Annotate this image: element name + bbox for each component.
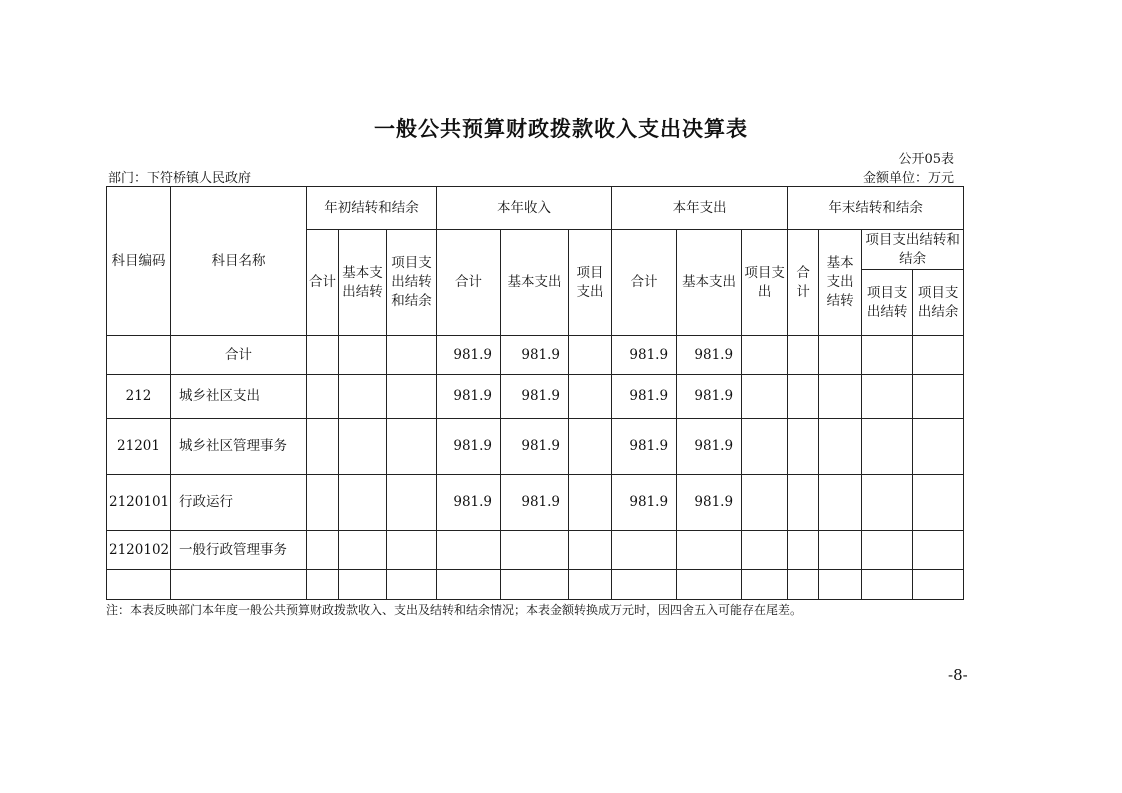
cell-exp-total: 981.9 <box>612 375 677 419</box>
cell-end-basic <box>819 375 862 419</box>
table-row <box>107 531 964 570</box>
budget-table <box>106 186 964 600</box>
cell-end-basic <box>819 570 862 600</box>
cell-end-proj-surplus <box>913 570 964 600</box>
header-end-basic: 基本支出结转 <box>819 230 862 336</box>
header-end-project-carry: 项目支出结转 <box>862 270 913 336</box>
header-end-project-surplus: 项目支出结余 <box>913 270 964 336</box>
cell-begin-total <box>307 419 339 475</box>
cell-inc-project <box>569 419 612 475</box>
cell-inc-project <box>569 375 612 419</box>
cell-inc-basic: 981.9 <box>501 419 569 475</box>
cell-begin-basic <box>339 336 387 375</box>
table-row <box>107 336 964 375</box>
cell-exp-basic <box>677 531 742 570</box>
cell-exp-project <box>742 570 788 600</box>
cell-begin-total <box>307 475 339 531</box>
header-end-total: 合计 <box>788 230 819 336</box>
table-row <box>107 419 964 475</box>
cell-inc-total: 981.9 <box>437 336 501 375</box>
cell-exp-basic: 981.9 <box>677 375 742 419</box>
cell-end-proj-carry <box>862 475 913 531</box>
cell-name: 一般行政管理事务 <box>171 531 307 570</box>
header-begin-total: 合计 <box>307 230 339 336</box>
cell-begin-total <box>307 336 339 375</box>
cell-exp-project <box>742 419 788 475</box>
cell-exp-basic <box>677 570 742 600</box>
cell-name: 城乡社区管理事务 <box>171 419 307 475</box>
cell-end-proj-carry <box>862 375 913 419</box>
cell-end-proj-carry <box>862 336 913 375</box>
page-number: -8- <box>948 666 968 684</box>
cell-code <box>107 336 171 375</box>
cell-begin-total <box>307 531 339 570</box>
cell-end-proj-surplus <box>913 531 964 570</box>
cell-exp-basic: 981.9 <box>677 475 742 531</box>
cell-inc-basic: 981.9 <box>501 336 569 375</box>
cell-end-basic <box>819 531 862 570</box>
cell-inc-total: 981.9 <box>437 475 501 531</box>
cell-end-proj-carry <box>862 419 913 475</box>
cell-code: 21201 <box>107 419 171 475</box>
cell-inc-basic: 981.9 <box>501 475 569 531</box>
header-end-project-group: 项目支出结转和结余 <box>862 230 964 270</box>
page-title: 一般公共预算财政拨款收入支出决算表 <box>374 116 748 141</box>
cell-end-proj-carry <box>862 570 913 600</box>
cell-begin-project <box>387 336 437 375</box>
cell-exp-total: 981.9 <box>612 336 677 375</box>
cell-name: 行政运行 <box>171 475 307 531</box>
header-expense-group: 本年支出 <box>612 187 788 230</box>
header-income-basic: 基本支出 <box>501 230 569 336</box>
cell-exp-basic: 981.9 <box>677 419 742 475</box>
cell-inc-project <box>569 475 612 531</box>
footnote: 注：本表反映部门本年度一般公共预算财政拨款收入、支出及结转和结余情况；本表金额转换成万元时，因四舍五入可能存在尾差。 <box>106 603 803 617</box>
cell-exp-project <box>742 475 788 531</box>
cell-inc-project <box>569 531 612 570</box>
header-income-total: 合计 <box>437 230 501 336</box>
cell-begin-project <box>387 375 437 419</box>
header-name: 科目名称 <box>171 187 307 336</box>
cell-begin-total <box>307 375 339 419</box>
table-row <box>107 475 964 531</box>
header-income-group: 本年收入 <box>437 187 612 230</box>
header-code: 科目编码 <box>107 187 171 336</box>
cell-end-total <box>788 336 819 375</box>
cell-name: 合计 <box>171 336 307 375</box>
cell-name: 城乡社区支出 <box>171 375 307 419</box>
header-income-project: 项目支出 <box>569 230 612 336</box>
unit-label: 金额单位：万元 <box>862 171 954 186</box>
cell-end-total <box>788 475 819 531</box>
cell-begin-basic <box>339 475 387 531</box>
cell-code: 212 <box>107 375 171 419</box>
cell-inc-project <box>569 570 612 600</box>
cell-code <box>107 570 171 600</box>
header-expense-project: 项目支出 <box>742 230 788 336</box>
cell-inc-project <box>569 336 612 375</box>
cell-begin-project <box>387 531 437 570</box>
cell-begin-total <box>307 570 339 600</box>
cell-exp-basic: 981.9 <box>677 336 742 375</box>
cell-exp-project <box>742 336 788 375</box>
cell-end-basic <box>819 475 862 531</box>
cell-inc-basic <box>501 531 569 570</box>
cell-inc-total <box>437 531 501 570</box>
cell-inc-basic <box>501 570 569 600</box>
cell-begin-project <box>387 419 437 475</box>
form-number: 公开05表 <box>898 152 954 167</box>
cell-end-proj-surplus <box>913 375 964 419</box>
cell-code: 2120101 <box>107 475 171 531</box>
cell-end-total <box>788 531 819 570</box>
cell-exp-total <box>612 570 677 600</box>
cell-end-proj-surplus <box>913 475 964 531</box>
cell-begin-project <box>387 475 437 531</box>
cell-end-proj-carry <box>862 531 913 570</box>
cell-inc-total: 981.9 <box>437 419 501 475</box>
cell-end-total <box>788 570 819 600</box>
cell-inc-total: 981.9 <box>437 375 501 419</box>
header-begin-project: 项目支出结转和结余 <box>387 230 437 336</box>
header-begin-group: 年初结转和结余 <box>307 187 437 230</box>
header-expense-total: 合计 <box>612 230 677 336</box>
cell-begin-basic <box>339 531 387 570</box>
cell-exp-project <box>742 375 788 419</box>
cell-begin-basic <box>339 570 387 600</box>
cell-begin-project <box>387 570 437 600</box>
cell-begin-basic <box>339 419 387 475</box>
cell-inc-total <box>437 570 501 600</box>
cell-name <box>171 570 307 600</box>
cell-exp-total: 981.9 <box>612 475 677 531</box>
cell-end-basic <box>819 336 862 375</box>
table-row <box>107 570 964 600</box>
cell-end-basic <box>819 419 862 475</box>
cell-inc-basic: 981.9 <box>501 375 569 419</box>
cell-end-proj-surplus <box>913 419 964 475</box>
cell-end-proj-surplus <box>913 336 964 375</box>
cell-end-total <box>788 419 819 475</box>
cell-exp-project <box>742 531 788 570</box>
header-expense-basic: 基本支出 <box>677 230 742 336</box>
table-row <box>107 375 964 419</box>
cell-exp-total <box>612 531 677 570</box>
cell-begin-basic <box>339 375 387 419</box>
cell-exp-total: 981.9 <box>612 419 677 475</box>
cell-end-total <box>788 375 819 419</box>
header-begin-basic: 基本支出结转 <box>339 230 387 336</box>
department-label: 部门：下符桥镇人民政府 <box>108 171 252 186</box>
header-end-group: 年末结转和结余 <box>788 187 964 230</box>
cell-code: 2120102 <box>107 531 171 570</box>
